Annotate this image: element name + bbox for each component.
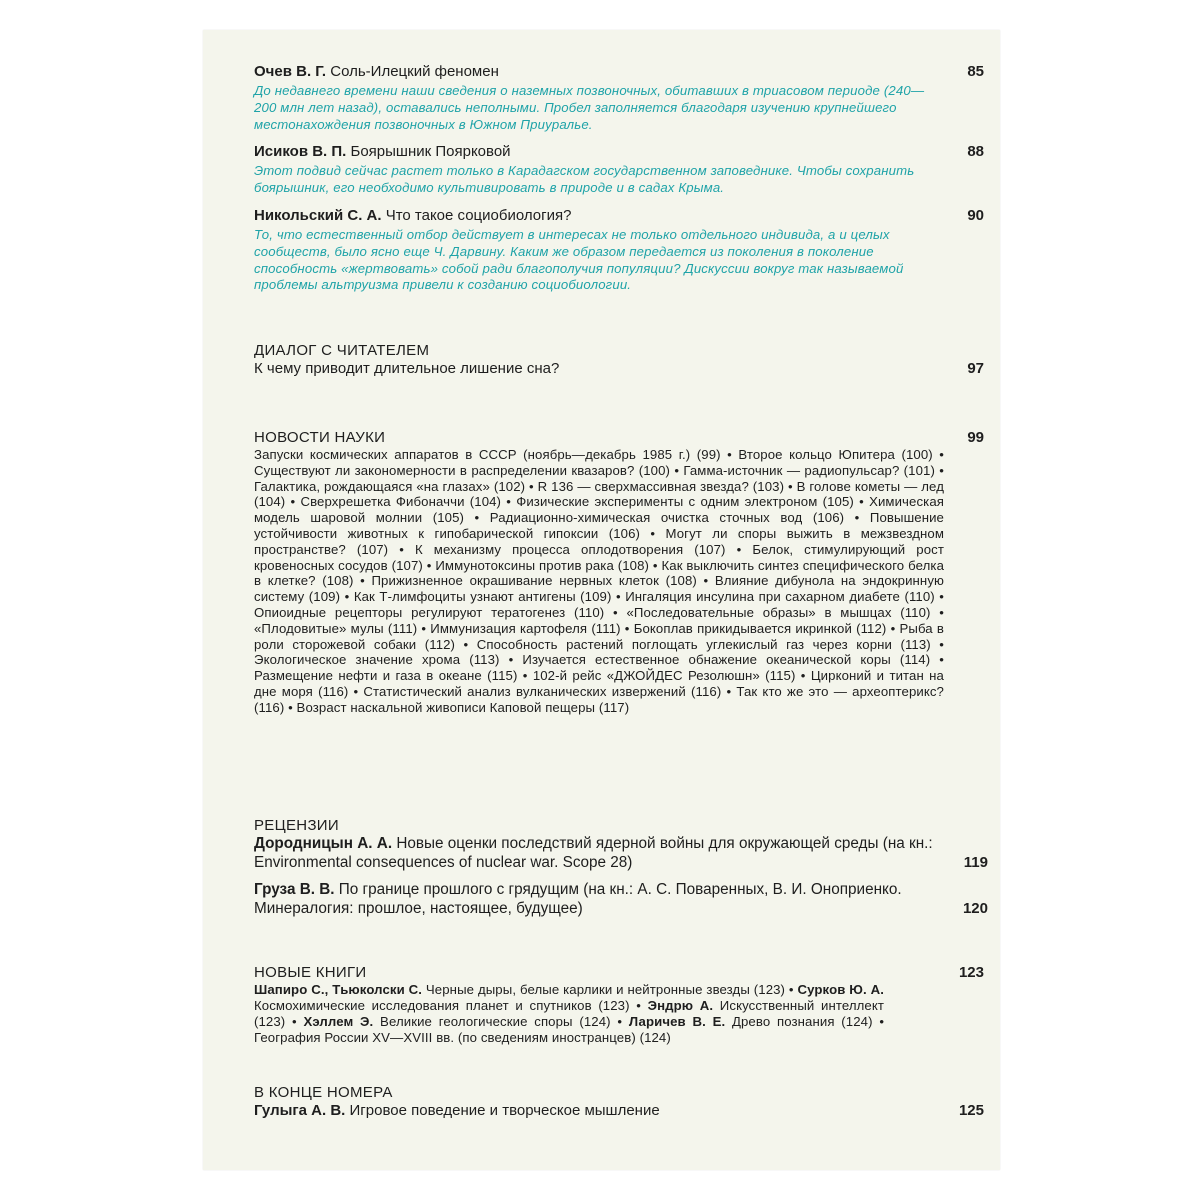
dialog-section: [254, 342, 984, 378]
book-author: Шапиро С., Тьюколски С.: [254, 982, 423, 997]
toc-page: [203, 30, 1000, 1170]
review-title: По границе прошлого с грядущим (на кн.: А. С. Поваренных, В. И. Оноприенко. Минералогия: прошлое, настоящее, будущее): [254, 881, 902, 917]
page-number: 99: [967, 429, 984, 446]
review-title: Новые оценки последствий ядерной войны для окружающей среды (на кн.: Environmental consequences of nuclear war. Scope 28): [254, 835, 933, 871]
review-author: Дородницын А. А.: [254, 835, 393, 852]
entry-title: Соль-Илецкий феномен: [330, 63, 499, 80]
page-number: 85: [967, 63, 984, 80]
page-number: 90: [967, 207, 984, 224]
page-number: 120: [962, 899, 988, 917]
news-list: Запуски космических аппаратов в СССР (ноябрь—декабрь 1985 г.) (99) • Второе кольцо Юпитера (100) • Существуют ли закономерности в распределении квазаров? (100) • Гамма-источник — радиопульсар? (101) • Галактика, рождающаяся «на глазах» (102) • R 136 — сверхмассивная звезда? (103) • В голове кометы — лед (104) • Сверхрешетка Фибоначчи (104) • Физические эксперименты с одним электроном (105) • Химическая модель шаровой молнии (105) • Радиационно-химическая очистка сточных вод (106) • Повышение устойчивости животных к гипобарической гипоксии (106) • Могут ли споры выжить в межзвездном пространстве? (107) • К механизму процесса оплодотворения (107) • Белок, стимулирующий рост кровеносных сосудов (107) • Иммунотоксины против рака (108) • Как выключить синтез специфического белка в клетке? (108) • Прижизненное окрашивание нервных клеток (108) • Влияние дибунола на эндокринную систему (109) • Как Т-лимфоциты узнают антигены (109) • Ингаляция инсулина при сахарном диабете (110) • Опиоидные рецепторы регулируют тератогенез (110) • «Последовательные образы» в мышцах (110) • «Плодовитые» мулы (111) • Иммунизация картофеля (111) • Бокоплав прикидывается икринкой (112) • Рыба в роли сторожевой собаки (112) • Способность растений поглощать углекислый газ через корни (113) • Экологическое значение хрома (113) • Изучается естественное обнажение океанической коры (114) • Размещение нефти и газа в океане (115) • 102-й рейс «ДЖОЙДЕС Резолюшн» (115) • Цирконий и титан на дне моря (116) • Статистический анализ вулканических извержений (116) • Так кто же это — археоптерикс? (116) • Возраст наскальной живописи Каповой пещеры (117): [254, 447, 944, 715]
end-title: Игровое поведение и творческое мышление: [349, 1102, 660, 1119]
entry-title: Что такое социобиология?: [385, 207, 572, 224]
toc-entry: [254, 206, 984, 294]
page-number: 125: [958, 1102, 984, 1119]
book-title: Древо познания (124): [731, 1014, 873, 1029]
book-author: Ларичев В. Е.: [628, 1014, 726, 1029]
book-author: Хэллем Э.: [303, 1014, 374, 1029]
books-list: Шапиро С., Тьюколски С. Черные дыры, белые карлики и нейтронные звезды (123) • Сурков Ю. А. Космохимические исследования планет и спутников (123) • Эндрю А. Искусственный интеллект (123) • Хэллем Э. Великие геологические споры (124) • Ларичев В. Е. Древо познания (124) • География России XV—XVIII вв. (по сведениям иностранцев) (124): [254, 982, 885, 1045]
section-heading: НОВЫЕ КНИГИ: [254, 964, 367, 981]
entry-abstract: Этот подвид сейчас растет только в Карадагском государственном заповеднике. Чтобы сохранить боярышник, его необходимо культивировать в природе и в садах Крыма.: [254, 163, 915, 195]
entry-title: Боярышник Поярковой: [350, 143, 511, 160]
page-number: 119: [963, 853, 988, 871]
toc-entry: [254, 62, 984, 133]
section-heading: ДИАЛОГ С ЧИТАТЕЛЕМ: [254, 342, 430, 359]
books-section: [254, 964, 984, 1046]
review-entry: [254, 881, 988, 918]
page-number: 123: [958, 964, 984, 981]
book-title: Искусственный интеллект (123): [254, 998, 885, 1029]
section-heading: НОВОСТИ НАУКИ: [254, 429, 386, 446]
entry-abstract: То, что естественный отбор действует в интересах не только отдельного индивида, а и целых сообществ, было ясно еще Ч. Дарвину. Каким же образом передается из поколения в поколение способность «жертвовать» собой ради благополучия популяции? Дискуссии вокруг так называемой проблемы альтруизма привели к созданию социобиологии.: [254, 227, 904, 293]
entry-author: Очев В. Г.: [254, 63, 327, 80]
toc-entry: [254, 142, 984, 197]
dialog-title: К чему приводит длительное лишение сна?: [254, 360, 560, 377]
reviews-section: [254, 817, 988, 918]
section-heading: В КОНЦЕ НОМЕРА: [254, 1084, 393, 1101]
book-author: Сурков Ю. А.: [797, 982, 885, 997]
book-title: Черные дыры, белые карлики и нейтронные звезды (123): [425, 982, 786, 997]
end-section: [254, 1084, 984, 1120]
book-author: Эндрю А.: [647, 998, 714, 1013]
book-title: Великие геологические споры (124): [380, 1014, 611, 1029]
section-heading: РЕЦЕНЗИИ: [254, 817, 339, 834]
news-section: [254, 429, 984, 716]
book-title: География России XV—XVIII вв. (по сведениям иностранцев) (124): [254, 1030, 671, 1045]
page-number: 97: [967, 360, 984, 377]
entry-author: Исиков В. П.: [254, 143, 347, 160]
page-number: 88: [967, 143, 984, 160]
end-author: Гулыга А. В.: [254, 1102, 346, 1119]
entry-author: Никольский С. А.: [254, 207, 382, 224]
review-entry: [254, 835, 988, 872]
review-author: Груза В. В.: [254, 881, 335, 898]
book-title: Космохимические исследования планет и спутников (123): [254, 998, 630, 1013]
entry-abstract: До недавнего времени наши сведения о наземных позвоночных, обитавших в триасовом периоде (240—200 млн лет назад), оставались неполными. Пробел заполняется благодаря изучению крупнейшего местонахождения позвоночных в Южном Приуралье.: [254, 83, 925, 132]
